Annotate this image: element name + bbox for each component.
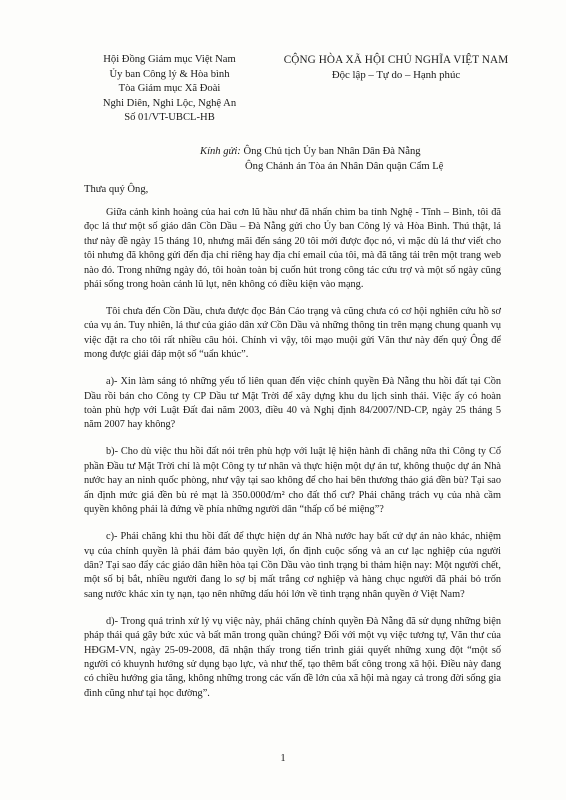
page-number: 1 (280, 753, 286, 764)
recipients-block (200, 145, 443, 174)
national-header (268, 53, 524, 82)
recipients-label: Kính gửi: (200, 146, 241, 157)
sender-block (62, 53, 277, 126)
paragraph-a: a)- Xin làm sáng tỏ những yếu tố liên quan đến việc chính quyền Đà Nẵng thu hồi đất tại Cồn Dầu rồi bán cho Công ty CP Dầu tư Mặt Trời để xây dựng khu du lịch sinh thái. Việc ấy có hoàn toàn phù hợp với Luật Đất đai năm 2003, điều 40 và Nghị định 84/2007/ND-CP, ngày 25 tháng 5 năm 2007 hay không? (84, 376, 501, 431)
national-motto: Độc lập – Tự do – Hạnh phúc (331, 68, 461, 81)
sender-line-2: Ủy ban Công lý & Hòa bình (109, 68, 230, 80)
paragraph-d: d)- Trong quá trình xử lý vụ việc này, phải chăng chính quyền Đà Nẵng đã sử dụng những biện pháp thái quá gây bức xúc và bất mãn trong quần chúng? Đối với một vụ việc tương tự, Văn thư của HĐGM-VN, ngày 25-09-2008, đã nhận thấy trong tiến trình giải quyết những xung đột “một số người có khuynh hướng sử dụng bạo lực, và như thế, tạo thêm bất công trong xã hội. Điều này đang có chiều hướng gia tăng, không những trong các vấn đề lớn của xã hội mà ngay cả trong đời sống gia đình cũng như tại học đường”. (84, 615, 501, 699)
paragraph-context: Tôi chưa đến Cồn Dầu, chưa được đọc Bản Cáo trạng và cũng chưa có cơ hội nghiên cứu hồ sơ của vụ án. Tuy nhiên, lá thư của giáo dân xứ Cồn Dầu và những thông tin trên mạng chung quanh vụ việc đặt ra cho tôi rất nhiều câu hỏi. Chính vì vậy, tôi mạo muội gửi Văn thư này đến quý Ông để mong được giải đáp một số “uẩn khúc”. (84, 306, 501, 361)
sender-line-1: Hội Đồng Giám mục Việt Nam (103, 54, 236, 65)
paragraph-intro: Giữa cảnh kinh hoàng của hai cơn lũ hầu như đã nhấn chìm ba tỉnh Nghệ - Tĩnh – Bình, tôi đã đọc lá thư một số giáo dân Cồn Dầu – Đà Nẵng gửi cho Ủy ban Công lý và Hòa Bình. Thú thật, lá thư này đề ngày 15 tháng 10, nhưng mãi đến sáng 20 tôi mới được đọc nó, vì mặc dù lá thư viết cho tôi nhưng đã không gửi đến địa chỉ riêng hay địa chỉ email của tôi, mà đã tăng tải trên một trang web nào đó. Trong những ngày đó, tôi hoàn toàn bị cuốn hút trong công tác cứu trợ và một số ngày cũng phải sống trong hoàn cảnh lũ lụt, nên không có điều kiện vào mạng. (84, 207, 501, 291)
sender-line-3: Tòa Giám mục Xã Đoài (118, 83, 221, 95)
paragraph-b: b)- Cho dù việc thu hồi đất nói trên phù hợp với luật lệ hiện hành đi chăng nữa thì Công ty Cổ phần Đầu tư Mặt Trời chỉ là một Công ty tư nhân và thực hiện một dự án tư, không thuộc dự án Nhà nước hay an ninh quốc phòng, như vậy tại sao không để cho hai bên thương thảo giá đền bù? Tại sao ấn định mức giá đền bù rẻ mạt là 350.000đ/m² cho đất thổ cư? Phải chăng trách vụ của nhà cầm quyền không phải là đứng về phía những người dân “thấp cổ bé miệng”? (84, 446, 501, 516)
letter-body (84, 206, 501, 714)
salutation: Thưa quý Ông, (84, 184, 149, 195)
paragraph-c: c)- Phải chăng khi thu hồi đất để thực hiện dự án Nhà nước hay bất cứ dự án nào khác, nhiệm vụ của chính quyền là phải đảm bảo quyền lợi, ổn định cuộc sống và an cư lạc nghiệp của người dân? Tại sao đẩy các giáo dân hiền hòa tại Cồn Dầu vào tình trạng bi thảm hiện nay: Một người chết, một số bị bắt, nhiều người đang lo sợ bị mất trắng cơ nghiệp và hàng chục người đã phải bỏ trốn sang nước khác xin tỵ nạn, tạo nên những dấu hỏi lớn về tình trạng nhân quyền ở Việt Nam? (84, 531, 501, 600)
recipient-1: Ông Chủ tịch Ủy ban Nhân Dân Đà Nẵng (243, 146, 421, 157)
reference-number: Số 01/VT-UBCL-HB (124, 112, 215, 124)
recipient-2: Ông Chánh án Tòa án Nhân Dân quận Cẩm Lệ (245, 160, 444, 172)
sender-line-4: Nghi Diên, Nghi Lộc, Nghệ An (102, 97, 237, 109)
national-title: CỘNG HÒA XÃ HỘI CHỦ NGHĨA VIỆT NAM (283, 54, 509, 66)
